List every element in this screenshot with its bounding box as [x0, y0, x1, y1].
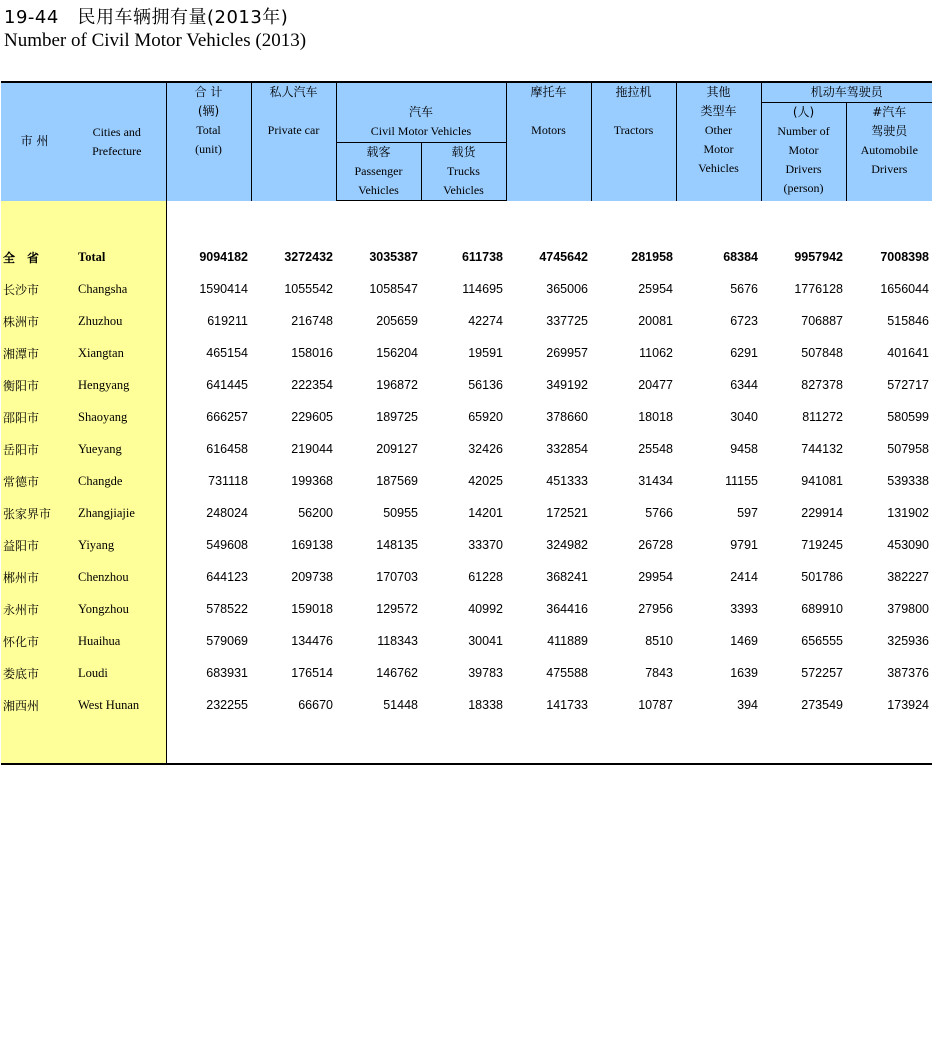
header-drivers-en-3: Drivers [785, 162, 822, 176]
row-value: 219044 [291, 442, 333, 456]
row-value: 6291 [730, 346, 758, 360]
row-name-cn: 全 省 [1, 241, 68, 273]
row-name-cn: 怀化市 [1, 625, 68, 657]
row-value: 196872 [376, 378, 418, 392]
header-other-line-5: Vehicles [698, 161, 739, 175]
row-value: 146762 [376, 666, 418, 680]
row-value: 216748 [291, 314, 333, 328]
row-value: 3393 [730, 602, 758, 616]
header-city-cn [1, 82, 68, 201]
table-row [1, 529, 932, 561]
row-value: 20477 [638, 378, 673, 392]
row-value: 19591 [468, 346, 503, 360]
row-value: 7008398 [880, 250, 930, 264]
table-row [1, 689, 932, 721]
row-name-cn: 湘潭市 [1, 337, 68, 369]
row-name-cn: 益阳市 [1, 529, 68, 561]
header-other-line-4: Motor [703, 142, 734, 156]
header-drivers-unit: (人) [792, 105, 815, 119]
row-value: 611738 [461, 250, 503, 264]
header-auto-drivers [846, 103, 932, 201]
row-value: 501786 [801, 570, 843, 584]
row-value: 9957942 [794, 250, 843, 264]
row-value: 31434 [638, 474, 673, 488]
row-value: 578522 [206, 602, 248, 616]
row-value: 33370 [468, 538, 503, 552]
row-value: 689910 [801, 602, 843, 616]
row-value: 173924 [887, 698, 930, 712]
row-value: 189725 [376, 410, 418, 424]
row-value: 273549 [801, 698, 843, 712]
table-row [1, 561, 932, 593]
row-value: 27956 [638, 602, 673, 616]
row-value: 5766 [645, 506, 673, 520]
row-value: 29954 [638, 570, 673, 584]
row-value: 379800 [887, 602, 930, 616]
row-value: 394 [737, 698, 758, 712]
row-value: 616458 [206, 442, 248, 456]
row-name-cn: 郴州市 [1, 561, 68, 593]
row-value: 9458 [730, 442, 758, 456]
table-row [1, 305, 932, 337]
row-value: 56200 [298, 506, 333, 520]
row-name-cn: 邵阳市 [1, 401, 68, 433]
header-trucks [421, 143, 506, 201]
header-auto-en-1: Automobile [860, 143, 918, 157]
header-drivers-en-2: Motor [788, 143, 819, 157]
row-value: 580599 [887, 410, 930, 424]
row-value: 172521 [546, 506, 588, 520]
row-value: 141733 [546, 698, 588, 712]
row-value: 719245 [801, 538, 843, 552]
row-value: 656555 [801, 634, 843, 648]
table-row [1, 433, 932, 465]
header-tractors-en: Tractors [613, 123, 654, 137]
row-value: 579069 [206, 634, 248, 648]
row-value: 507848 [801, 346, 843, 360]
table-row [1, 497, 932, 529]
spacer-cell [1, 721, 68, 764]
header-other-line-3: Other [704, 123, 733, 137]
header-tractors [591, 82, 676, 201]
row-value: 706887 [801, 314, 843, 328]
header-motors-line-1: 摩托车 [530, 85, 567, 99]
row-value: 158016 [291, 346, 333, 360]
row-value: 3040 [730, 410, 758, 424]
row-value: 324982 [546, 538, 588, 552]
row-value: 475588 [546, 666, 588, 680]
row-name-en: Loudi [68, 657, 166, 689]
row-name-en: Yiyang [68, 529, 166, 561]
table-row [1, 401, 932, 433]
row-value: 3272432 [284, 250, 333, 264]
row-name-en: Changsha [68, 273, 166, 305]
row-value: 199368 [291, 474, 333, 488]
row-value: 572717 [887, 378, 930, 392]
row-name-cn: 衡阳市 [1, 369, 68, 401]
spacer-cell [1, 201, 68, 242]
row-value: 42025 [468, 474, 503, 488]
row-value: 2414 [730, 570, 758, 584]
row-value: 9791 [730, 538, 758, 552]
spacer-cell [166, 201, 932, 242]
row-name-en: Yueyang [68, 433, 166, 465]
header-civil-cn: 汽车 [408, 104, 433, 119]
row-value: 411889 [547, 634, 588, 648]
row-value: 131902 [887, 506, 930, 520]
row-value: 222354 [291, 378, 333, 392]
header-private-spacer [252, 102, 336, 121]
row-value: 3035387 [369, 250, 418, 264]
row-name-cn: 张家界市 [1, 497, 68, 529]
row-value: 30041 [468, 634, 503, 648]
header-auto-en-2: Drivers [871, 162, 908, 176]
row-name-en: Zhuzhou [68, 305, 166, 337]
header-civil-en: Civil Motor Vehicles [370, 123, 472, 138]
row-name-en: Huaihua [68, 625, 166, 657]
row-value: 332854 [546, 442, 588, 456]
row-name-en: Zhangjiajie [68, 497, 166, 529]
spacer-cell [68, 721, 166, 764]
row-value: 18338 [468, 698, 503, 712]
row-name-en: Hengyang [68, 369, 166, 401]
row-name-en: Chenzhou [68, 561, 166, 593]
row-value: 382227 [887, 570, 930, 584]
table-row [1, 273, 932, 305]
row-name-en: West Hunan [68, 689, 166, 721]
header-city-en-line1: Cities and [92, 124, 141, 139]
row-value: 597 [737, 506, 758, 520]
row-value: 1776128 [794, 282, 843, 296]
row-value: 619211 [207, 314, 248, 328]
header-trucks-cn: 载货 [451, 145, 476, 159]
table-body [1, 201, 932, 765]
row-value: 1656044 [880, 282, 930, 296]
row-value: 941081 [801, 474, 843, 488]
header-passenger-en-2: Vehicles [358, 183, 399, 197]
table-row [1, 369, 932, 401]
header-total-line-2: (辆) [197, 104, 220, 118]
row-value: 644123 [206, 570, 248, 584]
row-value: 26728 [638, 538, 673, 552]
header-other-line-2: 类型车 [700, 104, 737, 118]
table-row [1, 593, 932, 625]
row-value: 8510 [645, 634, 673, 648]
table-spacer-bottom [1, 721, 932, 764]
table-row [1, 657, 932, 689]
row-value: 248024 [206, 506, 248, 520]
row-value: 20081 [638, 314, 673, 328]
row-value: 40992 [468, 602, 503, 616]
row-name-cn: 长沙市 [1, 273, 68, 305]
header-total-line-1: 合 计 [194, 85, 223, 99]
row-value: 337725 [546, 314, 588, 328]
row-name-cn: 湘西州 [1, 689, 68, 721]
row-value: 368241 [546, 570, 588, 584]
row-name-en: Changde [68, 465, 166, 497]
row-value: 25954 [638, 282, 673, 296]
row-value: 1058547 [369, 282, 418, 296]
header-drivers-en-1: Number of [777, 124, 830, 138]
header-trucks-en-2: Vehicles [443, 183, 484, 197]
row-value: 387376 [887, 666, 930, 680]
header-drivers-cn: 机动车驾驶员 [810, 85, 883, 99]
row-value: 539338 [887, 474, 930, 488]
header-city-en [68, 82, 166, 201]
header-drivers-group [761, 82, 932, 103]
row-value: 1469 [730, 634, 758, 648]
row-value: 129572 [376, 602, 418, 616]
header-drivers [761, 103, 846, 201]
row-value: 118343 [377, 634, 418, 648]
row-value: 25548 [638, 442, 673, 456]
row-value: 42274 [468, 314, 503, 328]
row-value: 1590414 [199, 282, 248, 296]
header-private-line-1: 私人汽车 [269, 85, 318, 99]
row-value: 572257 [801, 666, 843, 680]
row-name-en: Total [68, 241, 166, 273]
row-value: 14201 [468, 506, 503, 520]
header-private-en: Private car [267, 123, 320, 137]
row-name-cn: 株洲市 [1, 305, 68, 337]
page-title-en: Number of Civil Motor Vehicles (2013) [4, 30, 307, 51]
header-other [676, 82, 761, 201]
header-auto-cn-1: #汽车 [872, 105, 907, 119]
row-value: 187569 [376, 474, 418, 488]
row-name-cn: 永州市 [1, 593, 68, 625]
row-value: 325936 [887, 634, 930, 648]
table-row [1, 337, 932, 369]
row-value: 451333 [546, 474, 588, 488]
row-value: 364416 [546, 602, 588, 616]
row-name-cn: 岳阳市 [1, 433, 68, 465]
row-value: 11155 [725, 474, 758, 488]
row-value: 229605 [291, 410, 333, 424]
row-value: 51448 [383, 698, 418, 712]
table-header [1, 82, 932, 201]
row-value: 349192 [546, 378, 588, 392]
header-other-line-1: 其他 [706, 85, 731, 99]
table-spacer-top [1, 201, 932, 242]
row-value: 641445 [206, 378, 248, 392]
header-passenger-en-1: Passenger [354, 164, 403, 178]
row-value: 365006 [546, 282, 588, 296]
row-name-en: Xiangtan [68, 337, 166, 369]
row-value: 134476 [291, 634, 333, 648]
row-value: 159018 [291, 602, 333, 616]
header-trucks-en-1: Trucks [447, 164, 480, 178]
row-value: 731118 [208, 474, 248, 488]
row-value: 453090 [887, 538, 930, 552]
spacer-cell [166, 721, 932, 764]
row-value: 811272 [802, 410, 843, 424]
row-value: 148135 [376, 538, 418, 552]
row-value: 281958 [631, 250, 673, 264]
table-row [1, 625, 932, 657]
row-value: 169138 [291, 538, 333, 552]
row-value: 666257 [206, 410, 248, 424]
header-total-line-4: (unit) [195, 142, 222, 156]
header-passenger [336, 143, 421, 201]
row-value: 515846 [887, 314, 930, 328]
row-value: 65920 [468, 410, 503, 424]
page-title-cn: 19-44 民用车辆拥有量(2013年) [4, 7, 289, 28]
header-total-line-3: Total [196, 123, 221, 137]
row-value: 7843 [645, 666, 673, 680]
header-civil-top [336, 82, 506, 103]
header-drivers-en-4: (person) [783, 181, 824, 195]
row-value: 114695 [462, 282, 503, 296]
row-value: 6723 [730, 314, 758, 328]
header-auto-cn-2: 驾驶员 [871, 124, 908, 138]
row-value: 507958 [887, 442, 930, 456]
table-row [1, 465, 932, 497]
row-value: 56136 [468, 378, 503, 392]
header-city-en-line2: Prefecture [92, 143, 142, 158]
row-value: 209738 [291, 570, 333, 584]
row-value: 401641 [887, 346, 930, 360]
table-row [1, 241, 932, 273]
row-value: 229914 [801, 506, 843, 520]
header-motors-en: Motors [531, 123, 566, 137]
row-name-cn: 娄底市 [1, 657, 68, 689]
header-civil [336, 103, 506, 143]
header-total [166, 82, 251, 201]
row-name-cn: 常德市 [1, 465, 68, 497]
row-name-en: Shaoyang [68, 401, 166, 433]
row-value: 1639 [730, 666, 758, 680]
row-value: 39783 [468, 666, 503, 680]
row-value: 4745642 [539, 250, 588, 264]
row-value: 5676 [730, 282, 758, 296]
row-value: 209127 [376, 442, 418, 456]
row-value: 68384 [723, 250, 758, 264]
header-motors [506, 82, 591, 201]
row-value: 50955 [383, 506, 418, 520]
row-value: 549608 [206, 538, 248, 552]
row-value: 378660 [546, 410, 588, 424]
row-value: 170703 [376, 570, 418, 584]
vehicles-table [1, 81, 932, 765]
row-value: 465154 [206, 346, 248, 360]
header-tractors-spacer [592, 102, 676, 121]
header-passenger-cn: 载客 [366, 145, 391, 159]
header-city-cn-text: 市 州 [20, 134, 49, 149]
header-tractors-cn: 拖拉机 [615, 85, 652, 99]
header-motors-spacer [507, 102, 591, 121]
row-value: 32426 [468, 442, 503, 456]
row-value: 744132 [801, 442, 843, 456]
row-value: 176514 [291, 666, 333, 680]
row-value: 683931 [206, 666, 248, 680]
row-value: 6344 [730, 378, 758, 392]
row-value: 10787 [638, 698, 673, 712]
row-value: 66670 [298, 698, 333, 712]
row-value: 18018 [638, 410, 673, 424]
row-value: 269957 [546, 346, 588, 360]
row-value: 156204 [376, 346, 418, 360]
row-name-en: Yongzhou [68, 593, 166, 625]
header-private [251, 82, 336, 201]
row-value: 232255 [206, 698, 248, 712]
row-value: 11062 [639, 346, 673, 360]
row-value: 827378 [801, 378, 843, 392]
spacer-cell [68, 201, 166, 242]
row-value: 9094182 [199, 250, 248, 264]
row-value: 205659 [376, 314, 418, 328]
row-value: 1055542 [284, 282, 333, 296]
row-value: 61228 [468, 570, 503, 584]
